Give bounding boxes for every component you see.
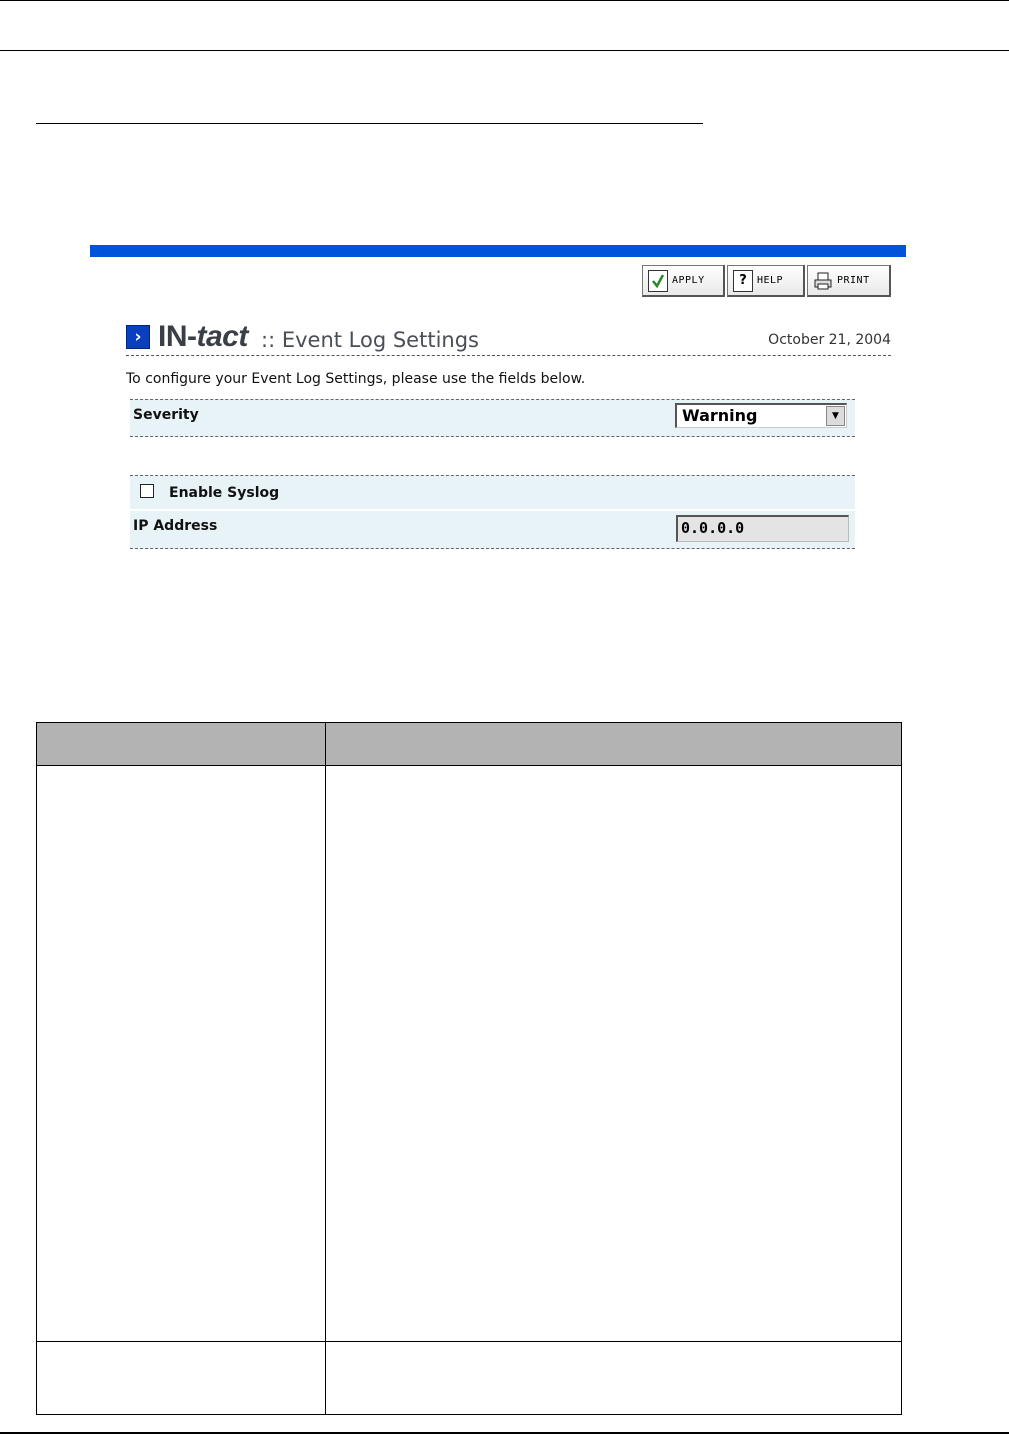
printer-icon <box>813 270 833 292</box>
severity-select[interactable] <box>675 403 847 428</box>
page-date: October 21, 2004 <box>768 332 891 348</box>
brand-logo: IN-tact <box>158 320 248 353</box>
print-label: PRINT <box>837 275 870 286</box>
page-title-row <box>126 322 891 356</box>
ip-address-row <box>130 511 855 549</box>
column-divider <box>325 723 326 1414</box>
description-table <box>36 722 902 1415</box>
help-label: HELP <box>757 275 784 286</box>
ip-address-label: IP Address <box>133 518 218 534</box>
severity-row <box>130 399 855 437</box>
row-divider <box>37 1341 901 1342</box>
apply-button[interactable] <box>642 265 725 297</box>
table-header <box>37 723 901 766</box>
section-underline <box>36 123 703 124</box>
intro-text: To configure your Event Log Settings, please use the fields below. <box>126 371 586 387</box>
apply-label: APPLY <box>672 275 705 286</box>
chevron-down-icon[interactable]: ▼ <box>826 406 845 426</box>
accent-bar <box>90 245 906 257</box>
severity-label: Severity <box>133 407 199 423</box>
question-mark-icon: ? <box>733 270 753 292</box>
header-rule-bottom <box>0 50 1009 51</box>
severity-value: Warning <box>682 406 758 425</box>
enable-syslog-checkbox[interactable] <box>140 484 154 498</box>
help-button[interactable] <box>727 265 805 297</box>
chevron-right-icon: › <box>126 325 150 349</box>
header-rule-top <box>0 0 1009 1</box>
enable-syslog-row <box>130 475 855 509</box>
enable-syslog-label: Enable Syslog <box>169 485 280 501</box>
apply-check-icon <box>648 270 668 292</box>
page-title: :: Event Log Settings <box>261 328 479 352</box>
ip-address-field[interactable]: 0.0.0.0 <box>676 515 849 542</box>
print-button[interactable] <box>807 265 891 297</box>
